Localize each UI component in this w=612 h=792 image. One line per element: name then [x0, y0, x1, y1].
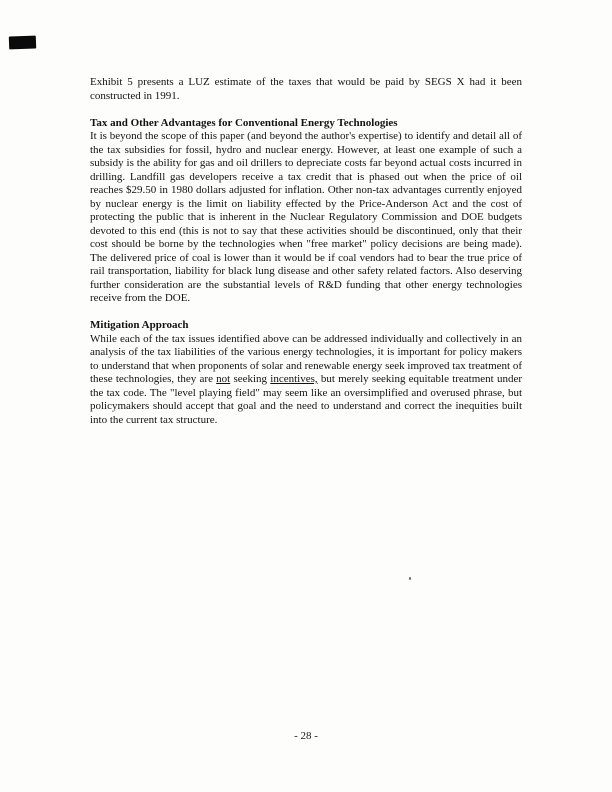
- paragraph-mitigation-approach: [90, 333, 522, 428]
- scan-artifact-mark: [9, 36, 36, 50]
- mitigation-text-before: While each of the tax issues identified above can be addressed individually and collectively in an analysis of the tax liabilities of the various energy technologies, it is important for policy makers to understand that when proponents of solar and renewable energy seek improved tax treatment of these technologies, they are: [90, 332, 522, 385]
- mitigation-text-mid: seeking: [230, 373, 271, 385]
- page-body: [90, 76, 522, 441]
- page-number: - 28 -: [294, 730, 318, 742]
- section-heading-mitigation-approach: Mitigation Approach: [90, 319, 189, 331]
- paragraph-tax-advantages: It is beyond the scope of this paper (and beyond the author's expertise) to identify and detail all of the tax subsidies for fossil, hydro and nuclear energy. However, at least one example of such a subsidy is the ability for gas and oil drillers to depreciate costs far beyond actual costs incurred in drilling. Landfill gas developers receive a tax credit that is phased out when the price of oil reaches $29.50 in 1980 dollars adjusted for inflation. Other non-tax advantages currently enjoyed by nuclear energy is the limit on liability effected by the Price-Anderson Act and the cost of protecting the public that is inherent in the Nuclear Regulatory Commission and DOE budgets devoted to this end (this is not to say that these activities should be discontinued, only that their cost should be borne by the technologies when "free market" policy decisions are being made). The delivered price of coal is lower than it would be if coal vendors had to bear the true price of rail transportation, liability for black lung disease and other safety related factors. Also deserving further consideration are the substantial levels of R&D funding that other energy technologies receive from the DOE.: [90, 130, 522, 304]
- mitigation-text-after: but merely seeking equitable treatment under the tax code. The "level playing field" may seem like an oversimplified and overused phrase, but policymakers should accept that goal and the need to understand and correct the inequities built into the current tax structure.: [90, 373, 522, 426]
- scan-artifact-dot: [409, 577, 411, 580]
- underlined-word-incentives: incentives,: [270, 373, 318, 385]
- underlined-word-not: not: [216, 373, 231, 385]
- paragraph-intro: Exhibit 5 presents a LUZ estimate of the taxes that would be paid by SEGS X had it been constructed in 1991.: [90, 76, 522, 102]
- section-heading-tax-advantages: Tax and Other Advantages for Conventional Energy Technologies: [90, 116, 398, 129]
